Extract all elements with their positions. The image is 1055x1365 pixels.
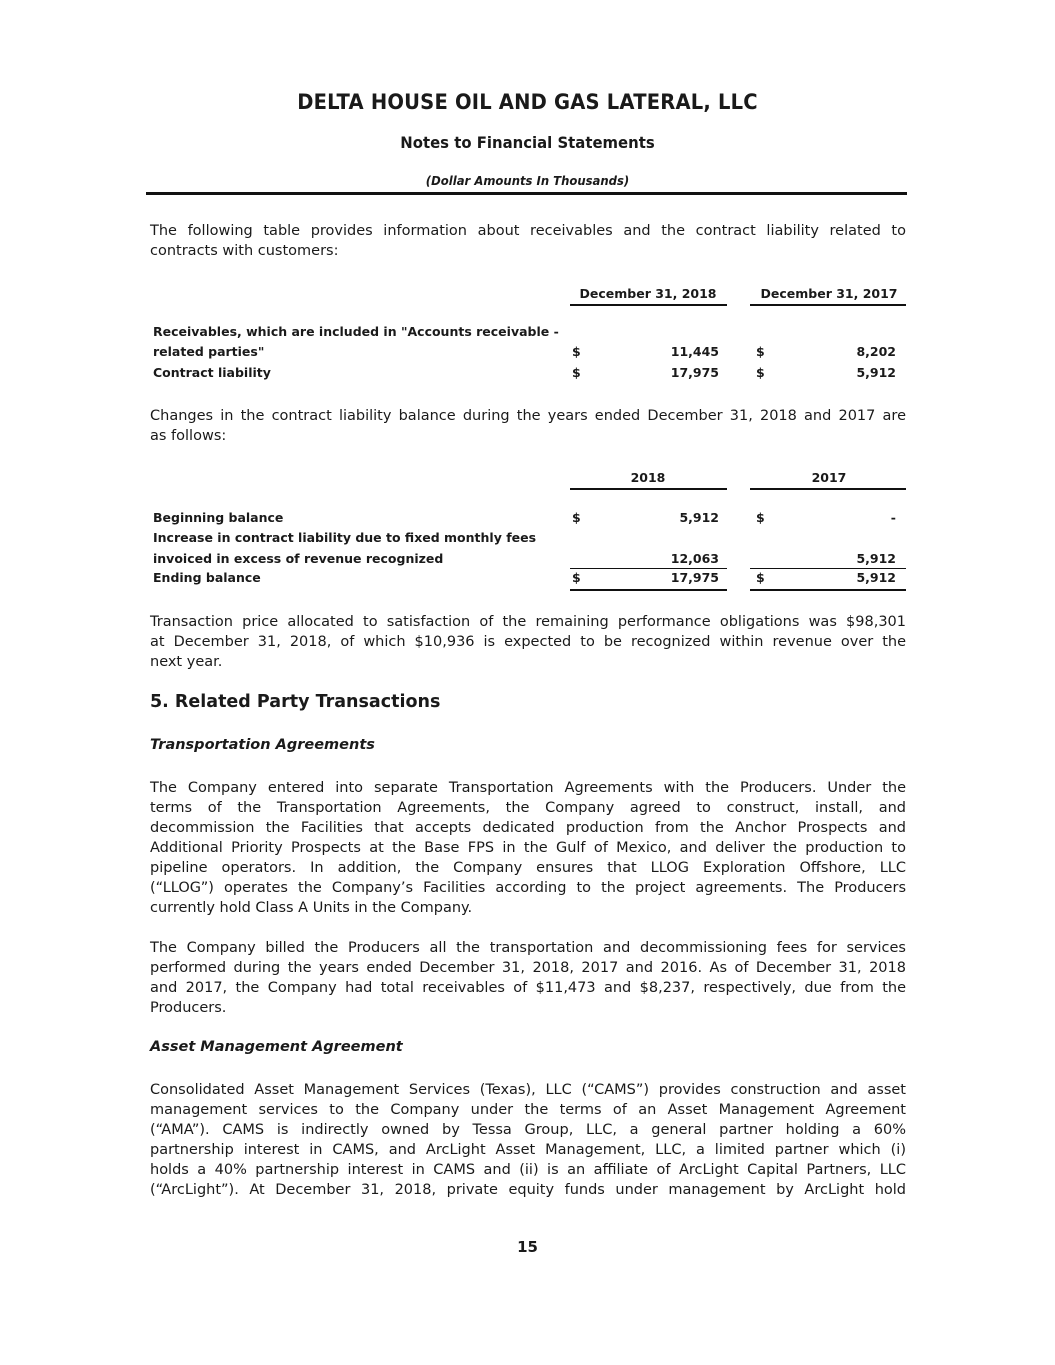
currency-symbol: $ [572,570,581,585]
cell-value: 5,912 [856,365,896,380]
paragraph-line: Producers. [150,1000,227,1016]
document-subtitle: Notes to Financial Statements [400,133,655,152]
paragraph-line: currently hold Class A Units in the Company. [150,900,473,916]
column-underline [570,488,727,490]
row-label: invoiced in excess of revenue recognized [153,551,444,566]
page-number: 15 [517,1238,538,1256]
currency-symbol: $ [756,570,765,585]
column-header: 2018 [630,470,666,485]
paragraph-line: Additional Priority Prospects at the Base FPS in the Gulf of Mexico, and deliver the production to [150,840,906,856]
currency-symbol: $ [572,344,581,359]
row-label: Receivables, which are included in "Accounts receivable - [153,324,559,339]
paragraph-line: contracts with customers: [150,243,339,259]
cell-value: - [890,510,896,525]
paragraph-line: as follows: [150,428,227,444]
column-underline [750,488,906,490]
paragraph-line: The Company entered into separate Transportation Agreements with the Producers. Under the [150,780,906,796]
paragraph-line: performed during the years ended December 31, 2018, 2017 and 2016. As of December 31, 2018 [150,960,906,976]
paragraph-line: Consolidated Asset Management Services (Texas), LLC (“CAMS”) provides construction and asset [150,1082,906,1098]
cell-value: 5,912 [856,570,896,585]
paragraph-line: and 2017, the Company had total receivables of $11,473 and $8,237, respectively, due from the [150,980,906,996]
paragraph-line: Transaction price allocated to satisfaction of the remaining performance obligations was $98,301 [150,614,906,630]
table-row [150,365,906,385]
subtotal-rule [570,568,727,569]
cell-value: 8,202 [856,344,896,359]
cell-value: 17,975 [670,570,719,585]
cell-value: 5,912 [856,551,896,566]
row-label: Ending balance [153,570,261,585]
table-row [150,324,906,344]
paragraph-line: Changes in the contract liability balance during the years ended December 31, 2018 and 2017 are [150,408,906,424]
transaction-price-paragraph [150,612,906,672]
cell-value: 5,912 [679,510,719,525]
paragraph-line: (“AMA”). CAMS is indirectly owned by Tessa Group, LLC, a general partner holding a 60% [150,1122,906,1138]
subsection-heading-transportation: Transportation Agreements [150,737,375,753]
paragraph-line: pipeline operators. In addition, the Company ensures that LLOG Exploration Offshore, LLC [150,860,906,876]
paragraph-line: at December 31, 2018, of which $10,936 is expected to be recognized within revenue over the [150,634,906,650]
currency-symbol: $ [756,510,765,525]
row-label: related parties" [153,344,265,359]
currency-symbol: $ [756,365,765,380]
total-rule [570,589,727,591]
cell-value: 12,063 [670,551,719,566]
cell-value: 17,975 [670,365,719,380]
transportation-paragraph-1 [150,778,906,918]
column-underline [570,304,727,306]
column-underline [750,304,906,306]
paragraph-line: (“ArcLight”). At December 31, 2018, private equity funds under management by ArcLight hold [150,1182,906,1198]
company-name: DELTA HOUSE OIL AND GAS LATERAL, LLC [297,90,758,114]
paragraph-line: The Company billed the Producers all the transportation and decommissioning fees for services [150,940,906,956]
asset-management-paragraph [150,1080,906,1200]
paragraph-line: (“LLOG”) operates the Company’s Facilities according to the project agreements. The Producers [150,880,906,896]
receivables-intro-paragraph [150,221,906,261]
paragraph-line: decommission the Facilities that accepts dedicated production from the Anchor Prospects and [150,820,906,836]
section-heading: 5. Related Party Transactions [150,692,441,712]
table-row [150,510,906,530]
column-header: December 31, 2017 [760,286,898,301]
paragraph-line: terms of the Transportation Agreements, the Company agreed to construct, install, and [150,800,906,816]
transportation-paragraph-2 [150,938,906,1018]
currency-symbol: $ [756,344,765,359]
cell-value: 11,445 [670,344,719,359]
paragraph-line: management services to the Company under the terms of an Asset Management Agreement [150,1102,906,1118]
row-label: Contract liability [153,365,271,380]
paragraph-line: holds a 40% partnership interest in CAMS and (ii) is an affiliate of ArcLight Capital Partners, LLC [150,1162,906,1178]
table-row [150,530,906,550]
units-note: (Dollar Amounts In Thousands) [425,173,630,188]
row-label: Beginning balance [153,510,284,525]
row-label: Increase in contract liability due to fixed monthly fees [153,530,537,545]
header-divider [146,192,907,195]
currency-symbol: $ [572,510,581,525]
column-header: December 31, 2018 [579,286,717,301]
paragraph-line: partnership interest in CAMS, and ArcLight Asset Management, LLC, a limited partner which (i) [150,1142,906,1158]
changes-intro-paragraph [150,406,906,446]
table-row [150,344,906,364]
paragraph-line: next year. [150,654,223,670]
paragraph-line: The following table provides information about receivables and the contract liability related to [150,223,906,239]
table-row [150,570,906,590]
subtotal-rule [750,568,906,569]
column-header: 2017 [811,470,847,485]
currency-symbol: $ [572,365,581,380]
total-rule [750,589,906,591]
subsection-heading-asset-management: Asset Management Agreement [150,1039,403,1055]
